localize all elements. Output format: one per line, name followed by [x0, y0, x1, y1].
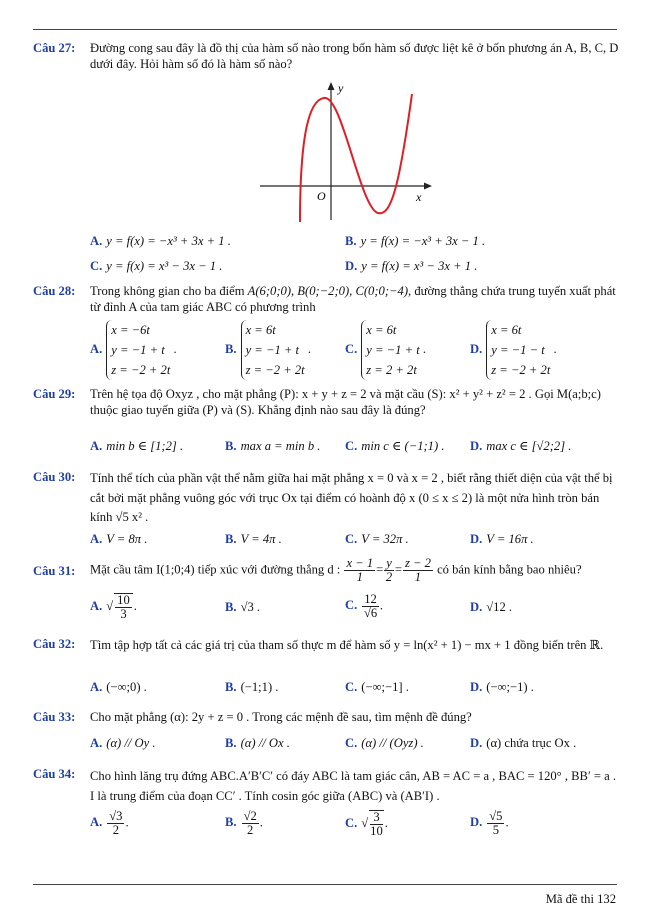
question-33	[33, 709, 620, 751]
option-d[interactable]: D. $\frac{√5}{5}$ .	[470, 809, 509, 837]
question-27	[33, 40, 620, 280]
question-text: Đường cong sau đây là đồ thị của hàm số nào trong bốn hàm số được liệt kê ở bốn phương án A, B, C, D dưới đây. Hỏi hàm số đó là hàm số nào?	[90, 41, 619, 72]
y-axis-arrow	[328, 82, 335, 90]
x-label: x	[416, 190, 422, 204]
question-number: Câu 33:	[33, 710, 76, 724]
option-b[interactable]: B. $\frac{√2}{2}$ .	[225, 809, 263, 837]
question-number: Câu 28:	[33, 284, 76, 298]
question-number: Câu 30:	[33, 470, 76, 484]
y-label: y	[338, 81, 344, 95]
function-graph	[250, 80, 440, 225]
option-c[interactable]: C. V = 32π .	[345, 532, 409, 546]
option-c[interactable]: C. $\frac{12}{√6}$ .	[345, 592, 383, 620]
option-d[interactable]: D.x = 6t y = −1 − t z = −2 + 2t .	[470, 320, 557, 380]
question-text: Tính thể tích của phần vật thể nằm giữa hai mặt phẳng x = 0 và x = 2 , biết rằng thiết diện của vật thể bị cắt bởi mặt phẳng vuông góc với trục Ox tại điểm có hoành độ x (0 ≤ x ≤ 2) là một nửa hình tròn bán kính √5 x² .	[90, 471, 613, 525]
question-text: Trong không gian cho ba điểm A(6;0;0), B(0;−2;0), C(0;0;−4), đường thẳng chứa trung tuyến xuất phát từ đỉnh A của tam giác ABC có phương trình	[90, 284, 616, 315]
option-c[interactable]: C. (−∞;−1] .	[345, 680, 409, 694]
option-c[interactable]: C. (α) // (Oyz) .	[345, 736, 424, 750]
origin-label: O	[317, 189, 326, 203]
option-a[interactable]: A. (α) // Oy .	[90, 736, 156, 750]
question-number: Câu 32:	[33, 637, 76, 651]
header-rule	[33, 29, 617, 30]
option-b[interactable]: B. V = 4π .	[225, 532, 282, 546]
option-c[interactable]: C. √ $\frac{3}{10}$ .	[345, 810, 388, 838]
question-30	[33, 469, 620, 549]
question-28	[33, 283, 620, 375]
question-34	[33, 766, 620, 866]
question-number: Câu 31:	[33, 564, 76, 578]
option-a[interactable]: A. $\frac{√3}{2}$ .	[90, 809, 129, 837]
question-text: Cho hình lăng trụ đứng ABC.A′B′C′ có đáy ABC là tam giác cân, AB = AC = a , BAC = 120° , BB′ = a . I là trung điểm của đoạn CC′ . Tính cosin góc giữa (ABC) và (AB′I) .	[90, 769, 616, 804]
option-b[interactable]: B. (α) // Ox .	[225, 736, 290, 750]
option-a[interactable]: A. (−∞;0) .	[90, 680, 147, 694]
option-d[interactable]: D. max c ∈ [√2;2] .	[470, 439, 572, 453]
option-b[interactable]: B.x = 6t y = −1 + t z = −2 + 2t .	[225, 320, 311, 380]
option-a[interactable]: A. √ $\frac{10}{3}$ .	[90, 593, 137, 621]
option-d[interactable]: D. y = f(x) = x³ − 3x + 1 .	[345, 259, 478, 273]
option-d[interactable]: D. (α) chứa trục Ox .	[470, 736, 577, 750]
question-29	[33, 386, 620, 456]
footer-rule	[33, 884, 617, 885]
question-number: Câu 34:	[33, 767, 76, 781]
question-32	[33, 636, 620, 698]
question-31	[33, 557, 620, 627]
question-text: Mặt cầu tâm I(1;0;4) tiếp xúc với đường thẳng d : $\frac{x - 1}{1}$ = $\frac{y}{2}$ = $\frac{z - 2}{1}$ có bán kính bằng bao nhiêu?	[90, 556, 582, 584]
x-axis-arrow	[424, 183, 432, 190]
option-c[interactable]: C. min c ∈ (−1;1) .	[345, 439, 445, 453]
option-a[interactable]: A.x = −6t y = −1 + t z = −2 + 2t .	[90, 320, 177, 380]
exam-code: Mã đề thi 132	[545, 892, 616, 906]
option-a[interactable]: A. min b ∈ [1;2] .	[90, 439, 184, 453]
option-a[interactable]: A. y = f(x) = −x³ + 3x + 1 .	[90, 234, 231, 248]
question-text: Tìm tập hợp tất cả các giá trị của tham số thực m để hàm số y = ln(x² + 1) − mx + 1 đồng biến trên ℝ.	[90, 638, 604, 652]
option-d[interactable]: D. V = 16π .	[470, 532, 534, 546]
option-b[interactable]: B. (−1;1) .	[225, 680, 279, 694]
option-a[interactable]: A. V = 8π .	[90, 532, 148, 546]
option-d[interactable]: D. √12 .	[470, 600, 513, 614]
option-d[interactable]: D. (−∞;−1) .	[470, 680, 534, 694]
option-b[interactable]: B. √3 .	[225, 600, 261, 614]
option-c[interactable]: C. y = f(x) = x³ − 3x − 1 .	[90, 259, 223, 273]
question-text: Trên hệ tọa độ Oxyz , cho mặt phẳng (P): x + y + z = 2 và mặt cầu (S): x² + y² + z² = 2 . Gọi M(a;b;c) thuộc giao tuyến giữa (P) và (S). Khẳng định nào sau đây là đúng?	[90, 387, 601, 418]
option-c[interactable]: C.x = 6t y = −1 + t z = 2 + 2t .	[345, 320, 426, 380]
question-text: Cho mặt phẳng (α): 2y + z = 0 . Trong các mệnh đề sau, tìm mệnh đề đúng?	[90, 710, 472, 724]
option-b[interactable]: B. max a = min b .	[225, 439, 321, 453]
question-number: Câu 29:	[33, 387, 76, 401]
question-number: Câu 27:	[33, 41, 76, 55]
option-b[interactable]: B. y = f(x) = −x³ + 3x − 1 .	[345, 234, 486, 248]
